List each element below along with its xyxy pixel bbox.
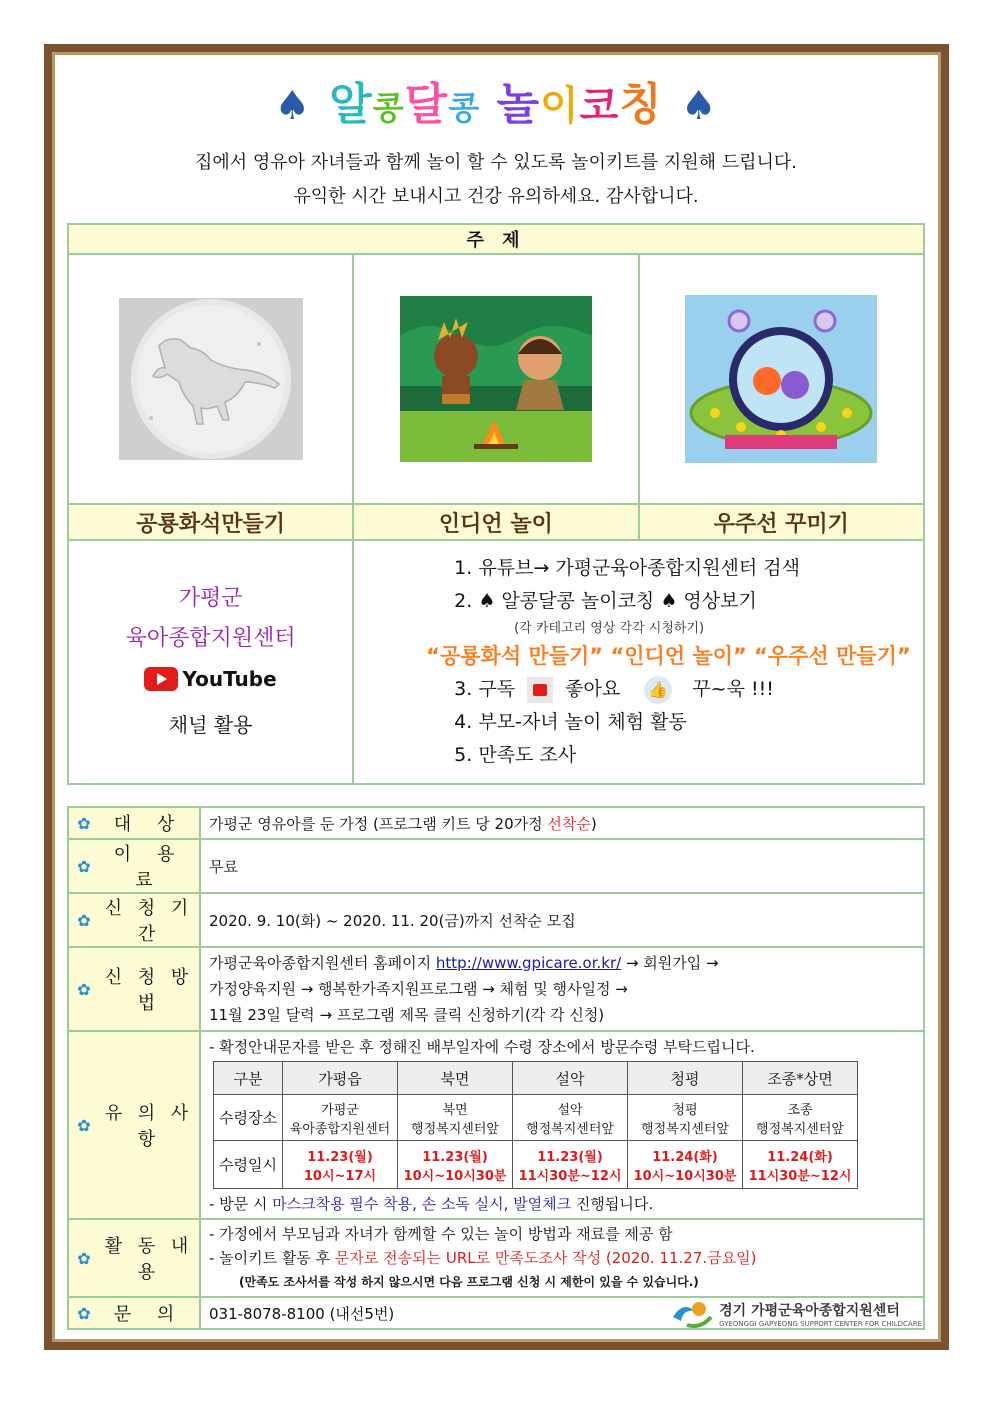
flower-icon: ✿	[77, 856, 91, 876]
schedule-cell	[513, 1095, 628, 1141]
schedule-cell	[398, 1141, 513, 1189]
time-line: 11시30분~12시	[748, 1168, 852, 1184]
howto-steps	[353, 540, 924, 784]
step-4: 4. 부모-자녀 놀이 체험 활동	[454, 711, 687, 733]
thumbs-up-icon: 👍	[644, 676, 672, 704]
place-line: 행정복지센터앞	[641, 1121, 729, 1137]
spade-icon: ♠	[680, 83, 718, 129]
period-label-cell	[68, 893, 200, 947]
time-line: 10시~17시	[303, 1168, 377, 1184]
intro-line: 집에서 영유아 자녀들과 함께 놀이 할 수 있도록 놀이키트를 지원해 드립니다.	[195, 152, 797, 173]
place-line: 육아종합지원센터	[289, 1121, 391, 1137]
step-3-label: 3. 구독	[454, 678, 516, 700]
activity-value	[200, 1219, 924, 1297]
method-line: 가정양육지원 → 행복한가족지원프로그램 → 체험 및 행사일정 →	[209, 980, 628, 998]
schedule-header: 설악	[513, 1062, 628, 1095]
date-line: 11.23(월)	[422, 1149, 488, 1165]
schedule-table	[213, 1061, 858, 1189]
contact-label: 문 의	[113, 1304, 185, 1325]
step-note: (각 카테고리 영상 각각 시청하기)	[514, 621, 705, 636]
like-label: 좋아요	[565, 678, 621, 700]
flower-icon: ✿	[77, 979, 91, 999]
title-char	[480, 79, 496, 130]
topic-image-cell	[353, 254, 638, 504]
spaceship-craft-image	[685, 295, 877, 463]
center-logo-mark	[669, 1297, 715, 1331]
notes-highlight: 마스크착용 필수 착용, 손 소독 실시, 발열체크	[272, 1195, 572, 1213]
step-1: 1. 유튜브→ 가평군육아종합지원센터 검색	[454, 557, 801, 579]
subscribe-icon	[527, 677, 553, 703]
youtube-play-icon	[144, 667, 178, 691]
homepage-link[interactable]: http://www.gpicare.or.kr/	[435, 954, 622, 972]
fee-label: 이 용 료	[113, 844, 185, 891]
contact-label-cell	[68, 1297, 200, 1329]
place-line: 북면	[442, 1102, 468, 1118]
intro-line: 유익한 시간 보내시고 건강 유의하세요. 감사합니다.	[293, 186, 699, 207]
notes-label: 유 의 사 항	[104, 1103, 194, 1150]
date-line: 11.24(화)	[652, 1149, 718, 1165]
indian-play-image	[400, 296, 592, 462]
notes-line: - 확정안내문자를 받은 후 정해진 배부일자에 수령 장소에서 방문수령 부탁드립니다.	[209, 1038, 755, 1056]
channel-usage: 채널 활용	[168, 713, 253, 737]
center-logo-sub: GYEONGGI GAPYEONG SUPPORT CENTER FOR CHILDCARE	[719, 1320, 922, 1328]
step-2: 2. ♠ 알콩달콩 놀이코칭 ♠ 영상보기	[454, 590, 757, 612]
topic-caption: 공룡화석만들기	[68, 504, 353, 540]
page-title	[0, 68, 992, 132]
schedule-cell	[628, 1095, 743, 1141]
schedule-cell	[743, 1095, 858, 1141]
title-char: 코	[579, 83, 620, 129]
schedule-header: 가평읍	[283, 1062, 398, 1095]
title-char: 콩	[372, 89, 405, 127]
first-come-text: 선착순	[547, 814, 591, 833]
schedule-row-label: 수령일시	[214, 1141, 283, 1189]
place-line: 행정복지센터앞	[411, 1121, 499, 1137]
time-line: 10시~10시30분	[633, 1168, 737, 1184]
target-label: 대 상	[113, 814, 185, 835]
step-5: 5. 만족도 조사	[454, 744, 577, 766]
center-name: 육아종합지원센터	[125, 626, 296, 651]
flower-icon: ✿	[77, 1248, 91, 1268]
period-value: 2020. 9. 10(화) ~ 2020. 11. 20(금)까지 선착순 모집	[200, 893, 924, 947]
activity-line	[209, 1246, 915, 1270]
target-end: )	[590, 814, 597, 833]
flower-icon: ✿	[77, 1115, 91, 1135]
place-line: 행정복지센터앞	[756, 1121, 844, 1137]
schedule-cell	[283, 1141, 398, 1189]
date-line: 11.23(월)	[307, 1149, 373, 1165]
notes-text: 진행됩니다.	[571, 1195, 654, 1213]
youtube-logo	[144, 659, 276, 699]
center-logo-name: 경기 가평군육아종합지원센터	[719, 1303, 900, 1319]
method-text: → 회원가입 →	[621, 954, 719, 972]
activity-line: - 가정에서 부모님과 자녀가 함께할 수 있는 놀이 방법과 재료를 제공 함	[209, 1225, 673, 1243]
place-line: 청평	[672, 1102, 698, 1118]
contact-value: 031-8078-8100 (내선5번)	[200, 1297, 924, 1329]
flower-icon: ✿	[77, 1303, 91, 1323]
method-label: 신 청 방 법	[104, 967, 194, 1014]
center-logo	[669, 1297, 922, 1331]
youtube-channel-cell	[68, 540, 353, 784]
time-line: 11시30분~12시	[518, 1168, 622, 1184]
title-char: 칭	[619, 79, 663, 130]
schedule-cell	[513, 1141, 628, 1189]
place-line: 행정복지센터앞	[526, 1121, 614, 1137]
fee-label-cell	[68, 839, 200, 893]
schedule-header: 청평	[628, 1062, 743, 1095]
spade-icon: ♠	[274, 83, 312, 129]
schedule-cell	[283, 1095, 398, 1141]
topic-image-cell	[68, 254, 353, 504]
activity-note: (만족도 조사서를 작성 하지 않으시면 다음 프로그램 신청 시 제한이 있을 수 있습니다.)	[239, 1275, 699, 1289]
topic-caption: 인디언 놀이	[353, 504, 638, 540]
period-label: 신 청 기 간	[104, 898, 194, 945]
flower-icon: ✿	[77, 910, 91, 930]
method-value	[200, 947, 924, 1031]
title-text	[329, 79, 663, 130]
schedule-cell	[398, 1095, 513, 1141]
title-char: 콩	[448, 89, 481, 127]
center-name: 가평군	[178, 586, 243, 611]
activity-label: 활 동 내 용	[104, 1236, 194, 1283]
topic-image-cell	[639, 254, 924, 504]
youtube-wordmark: YouTube	[182, 667, 277, 691]
title-char: 이	[539, 83, 580, 129]
date-line: 11.23(월)	[537, 1149, 603, 1165]
place-line: 설악	[557, 1102, 583, 1118]
schedule-row-label: 수령장소	[214, 1095, 283, 1141]
method-text: 가평군육아종합지원센터 홈페이지	[209, 954, 436, 972]
activity-highlight: 문자로 전송되는 URL로 만족도조사 작성 (2020. 11.27.금요일)	[334, 1249, 757, 1267]
target-value	[200, 807, 924, 839]
schedule-header: 구분	[214, 1062, 283, 1095]
schedule-cell	[628, 1141, 743, 1189]
press-label: 꾸~욱 !!!	[692, 678, 774, 700]
title-char: 달	[404, 79, 449, 130]
title-char: 놀	[496, 79, 540, 130]
method-line	[209, 950, 915, 976]
time-line: 10시~10시30분	[403, 1168, 507, 1184]
activity-label-cell	[68, 1219, 200, 1297]
method-line: 11월 23일 달력 → 프로그램 제목 클릭 신청하기(각 각 신청)	[209, 1006, 605, 1024]
step-3	[454, 673, 923, 706]
intro-text	[0, 146, 992, 214]
target-text: 가평군 영유아를 둔 가정 (프로그램 키트 당 20가정	[209, 814, 548, 833]
title-char: 알	[329, 79, 373, 130]
topic-table	[67, 223, 925, 785]
schedule-cell	[743, 1141, 858, 1189]
topic-header: 주 제	[68, 224, 924, 254]
place-line: 조종	[787, 1102, 813, 1118]
notes-text: - 방문 시	[209, 1195, 273, 1213]
flower-icon: ✿	[77, 813, 91, 833]
method-label-cell	[68, 947, 200, 1031]
topic-caption: 우주선 꾸미기	[639, 504, 924, 540]
info-table	[67, 806, 925, 1330]
dinosaur-fossil-image	[119, 298, 303, 460]
place-line: 가평군	[321, 1102, 359, 1118]
video-titles: “공룡화석 만들기” “인디언 놀이” “우주선 만들기”	[426, 644, 911, 668]
notes-label-cell	[68, 1031, 200, 1219]
schedule-header: 조종*상면	[743, 1062, 858, 1095]
notes-line	[209, 1193, 915, 1214]
schedule-header: 북면	[398, 1062, 513, 1095]
notes-value	[200, 1031, 924, 1219]
date-line: 11.24(화)	[767, 1149, 833, 1165]
target-label-cell	[68, 807, 200, 839]
activity-text: - 놀이키트 활동 후	[209, 1249, 335, 1267]
fee-value: 무료	[200, 839, 924, 893]
